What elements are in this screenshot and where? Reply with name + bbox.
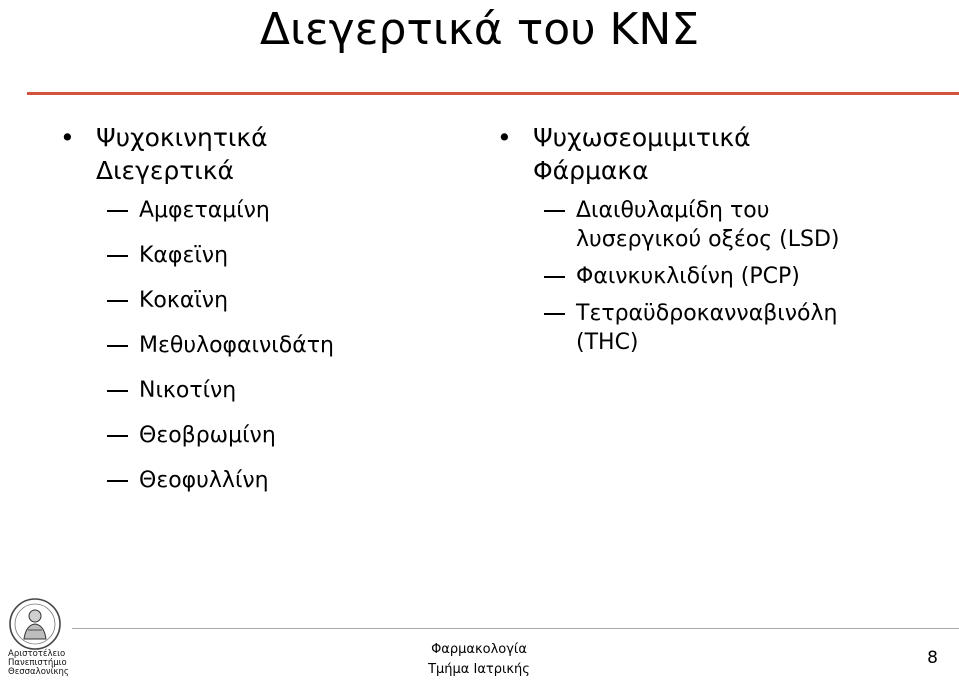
left-heading bbox=[60, 121, 460, 187]
list-item-text: Κοκαϊνη bbox=[139, 288, 229, 313]
title-divider bbox=[27, 92, 959, 95]
bullet-icon: • bbox=[497, 123, 512, 152]
dash-icon bbox=[107, 345, 128, 347]
list-item-text: Φαινκυκλιδίνη (PCP) bbox=[576, 264, 800, 289]
page-number: 8 bbox=[927, 648, 938, 668]
slide-title: Διεγερτικά του ΚΝΣ bbox=[259, 4, 700, 55]
university-name-line: Πανεπιστήμιο bbox=[8, 658, 67, 668]
footer-center bbox=[379, 640, 579, 680]
dash-icon bbox=[544, 210, 565, 212]
list-item bbox=[60, 241, 460, 270]
list-item-text: Διαιθυλαμίδη του bbox=[576, 198, 770, 223]
list-item-text: Θεοφυλλίνη bbox=[139, 468, 269, 493]
list-item-text: Μεθυλοφαινιδάτη bbox=[139, 333, 334, 358]
list-item bbox=[497, 299, 937, 357]
list-item-text: Αμφεταμίνη bbox=[139, 198, 270, 223]
footer-department: Τμήμα Ιατρικής bbox=[428, 662, 530, 677]
dash-icon bbox=[107, 300, 128, 302]
list-item bbox=[60, 421, 460, 450]
list-item-text: Καφεϊνη bbox=[139, 243, 229, 268]
left-heading-line1: Ψυχοκινητικά bbox=[96, 123, 268, 152]
list-item bbox=[497, 262, 937, 291]
right-heading bbox=[497, 121, 937, 187]
university-name-line: Αριστοτέλειο bbox=[8, 649, 66, 659]
list-item bbox=[60, 376, 460, 405]
right-heading-line2: Φάρμακα bbox=[533, 156, 649, 185]
university-name-line: Θεσσαλονίκης bbox=[8, 667, 69, 677]
dash-icon bbox=[107, 390, 128, 392]
list-item bbox=[60, 286, 460, 315]
list-item-text: λυσεργικού οξέος (LSD) bbox=[576, 227, 840, 252]
dash-icon bbox=[544, 313, 565, 315]
footer-course: Φαρμακολογία bbox=[431, 642, 527, 657]
left-heading-line2: Διεγερτικά bbox=[96, 156, 234, 185]
list-item bbox=[60, 331, 460, 360]
bullet-icon: • bbox=[60, 123, 75, 152]
right-sub-list bbox=[497, 196, 937, 357]
list-item bbox=[60, 466, 460, 495]
dash-icon bbox=[107, 255, 128, 257]
right-heading-line1: Ψυχωσεομιμιτικά bbox=[533, 123, 751, 152]
dash-icon bbox=[107, 435, 128, 437]
left-sub-list bbox=[60, 196, 460, 495]
list-item-text: Τετραϋδροκανναβινόλη bbox=[576, 301, 838, 326]
list-item-text: Θεοβρωμίνη bbox=[139, 423, 276, 448]
university-name bbox=[8, 650, 69, 677]
list-item-text: Νικοτίνη bbox=[139, 378, 237, 403]
list-item-text: (THC) bbox=[576, 330, 639, 355]
dash-icon bbox=[107, 480, 128, 482]
university-seal-icon bbox=[8, 597, 62, 651]
list-item bbox=[60, 196, 460, 225]
dash-icon bbox=[544, 276, 565, 278]
dash-icon bbox=[107, 210, 128, 212]
right-column bbox=[497, 121, 937, 365]
left-column bbox=[60, 121, 460, 511]
list-item bbox=[497, 196, 937, 254]
footer-divider bbox=[72, 628, 959, 629]
